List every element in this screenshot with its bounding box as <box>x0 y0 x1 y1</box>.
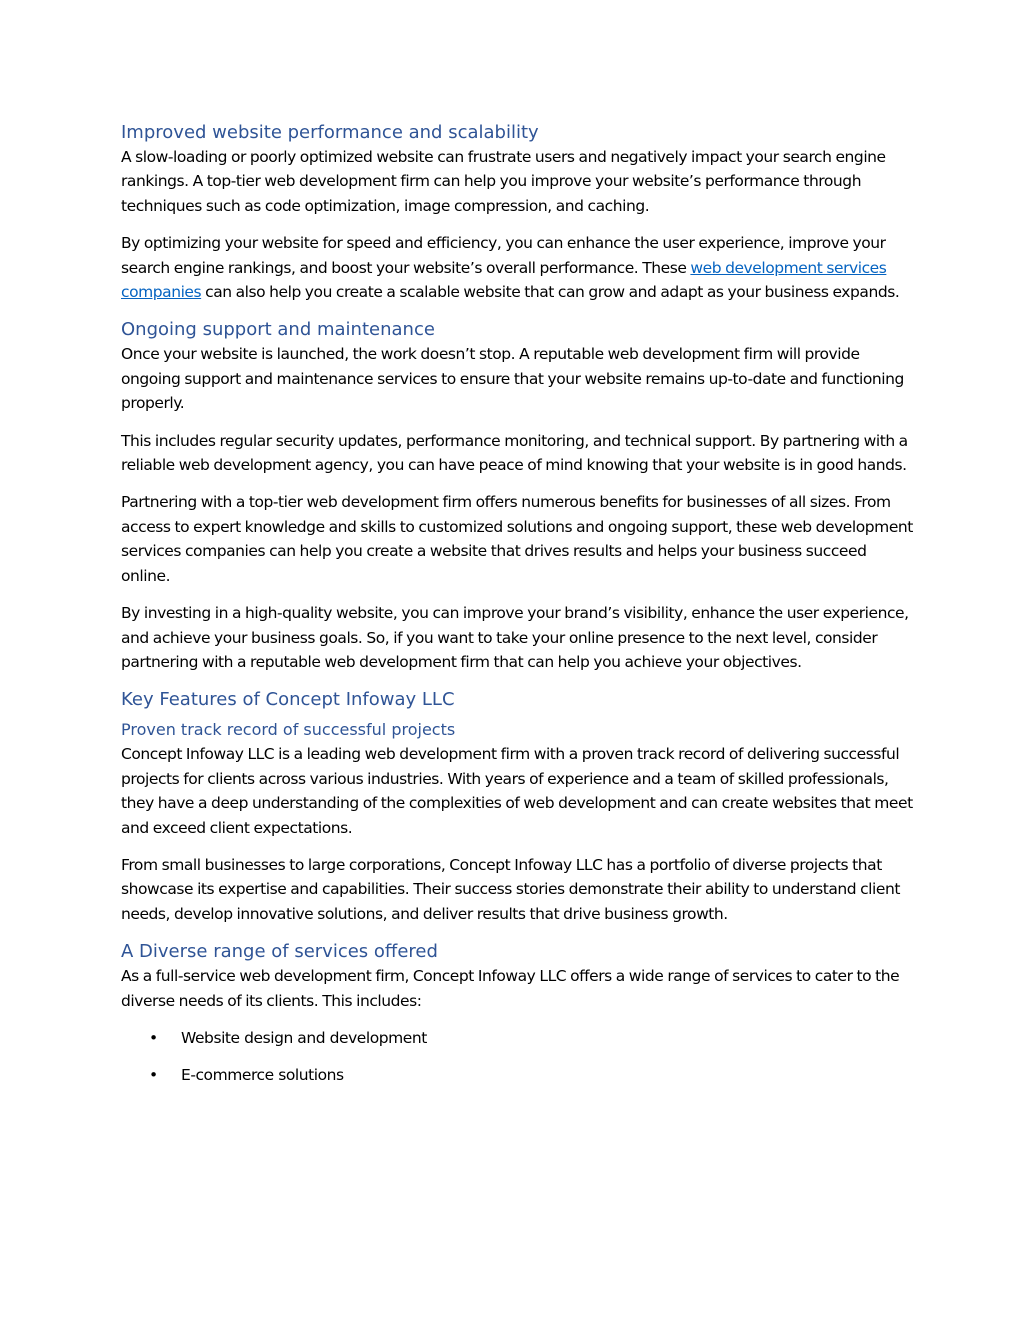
heading-key-features: Key Features of Concept Infoway LLC <box>121 689 455 711</box>
paragraph-support-4: By investing in a high-quality website, you can improve your brand’s visibility, enhance the user experience, and achieve your business goals. So, if you want to take your online presence to the next level, consider partnering with a reputable web development firm that can help you achieve your objectives. <box>121 604 909 671</box>
paragraph-text: By optimizing your website for speed and efficiency, you can enhance the user experience, improve your search engine rankings, and boost your website’s overall performance. These <box>121 234 886 277</box>
list-item <box>121 1063 914 1087</box>
list-item <box>121 1026 914 1050</box>
paragraph-text: can also help you create a scalable website that can grow and adapt as your business expands. <box>201 283 900 302</box>
heading-performance: Improved website performance and scalability <box>121 122 539 143</box>
paragraph-track-record-1: Concept Infoway LLC is a leading web development firm with a proven track record of delivering successful projects for clients across various industries. With years of experience and a team of skilled professionals, they have a deep understanding of the complexities of web development and can create websites that meet and exceed client expectations. <box>121 745 913 837</box>
paragraph-services-1: As a full-service web development firm, Concept Infoway LLC offers a wide range of services to cater to the diverse needs of its clients. This includes: <box>121 967 900 1010</box>
list-item-label: Website design and development <box>181 1028 427 1047</box>
web-development-services-link[interactable]: web development services companies <box>121 258 887 302</box>
subheading-track-record: Proven track record of successful projects <box>121 720 456 740</box>
paragraph-support-2: This includes regular security updates, performance monitoring, and technical support. By partnering with a reliable web development agency, you can have peace of mind knowing that your website is in good hands. <box>121 431 908 475</box>
paragraph-support-1: Once your website is launched, the work doesn’t stop. A reputable web development firm will provide ongoing support and maintenance services to ensure that your website remains up-to-date and functioning properly. <box>121 345 904 413</box>
heading-services: A Diverse range of services offered <box>121 941 438 963</box>
services-list <box>121 1026 914 1088</box>
list-item-label: E-commerce solutions <box>181 1066 344 1085</box>
paragraph-support-3: Partnering with a top-tier web development firm offers numerous benefits for businesses of all sizes. From access to expert knowledge and skills to customized solutions and ongoing support, these web development services companies can help you create a website that drives results and helps your business succeed online. <box>121 493 913 585</box>
heading-support: Ongoing support and maintenance <box>121 319 435 341</box>
paragraph-performance-1: A slow-loading or poorly optimized website can frustrate users and negatively impact your search engine rankings. A top-tier web development firm can help you improve your website’s performance through techniques such as code optimization, image compression, and caching. <box>121 148 886 215</box>
paragraph-performance-2 <box>121 231 914 304</box>
bullet-icon: • <box>149 1028 158 1047</box>
paragraph-track-record-2: From small businesses to large corporations, Concept Infoway LLC has a portfolio of diverse projects that showcase its expertise and capabilities. Their success stories demonstrate their ability to understand client needs, develop innovative solutions, and deliver results that drive business growth. <box>121 855 900 923</box>
bullet-icon: • <box>149 1066 158 1085</box>
